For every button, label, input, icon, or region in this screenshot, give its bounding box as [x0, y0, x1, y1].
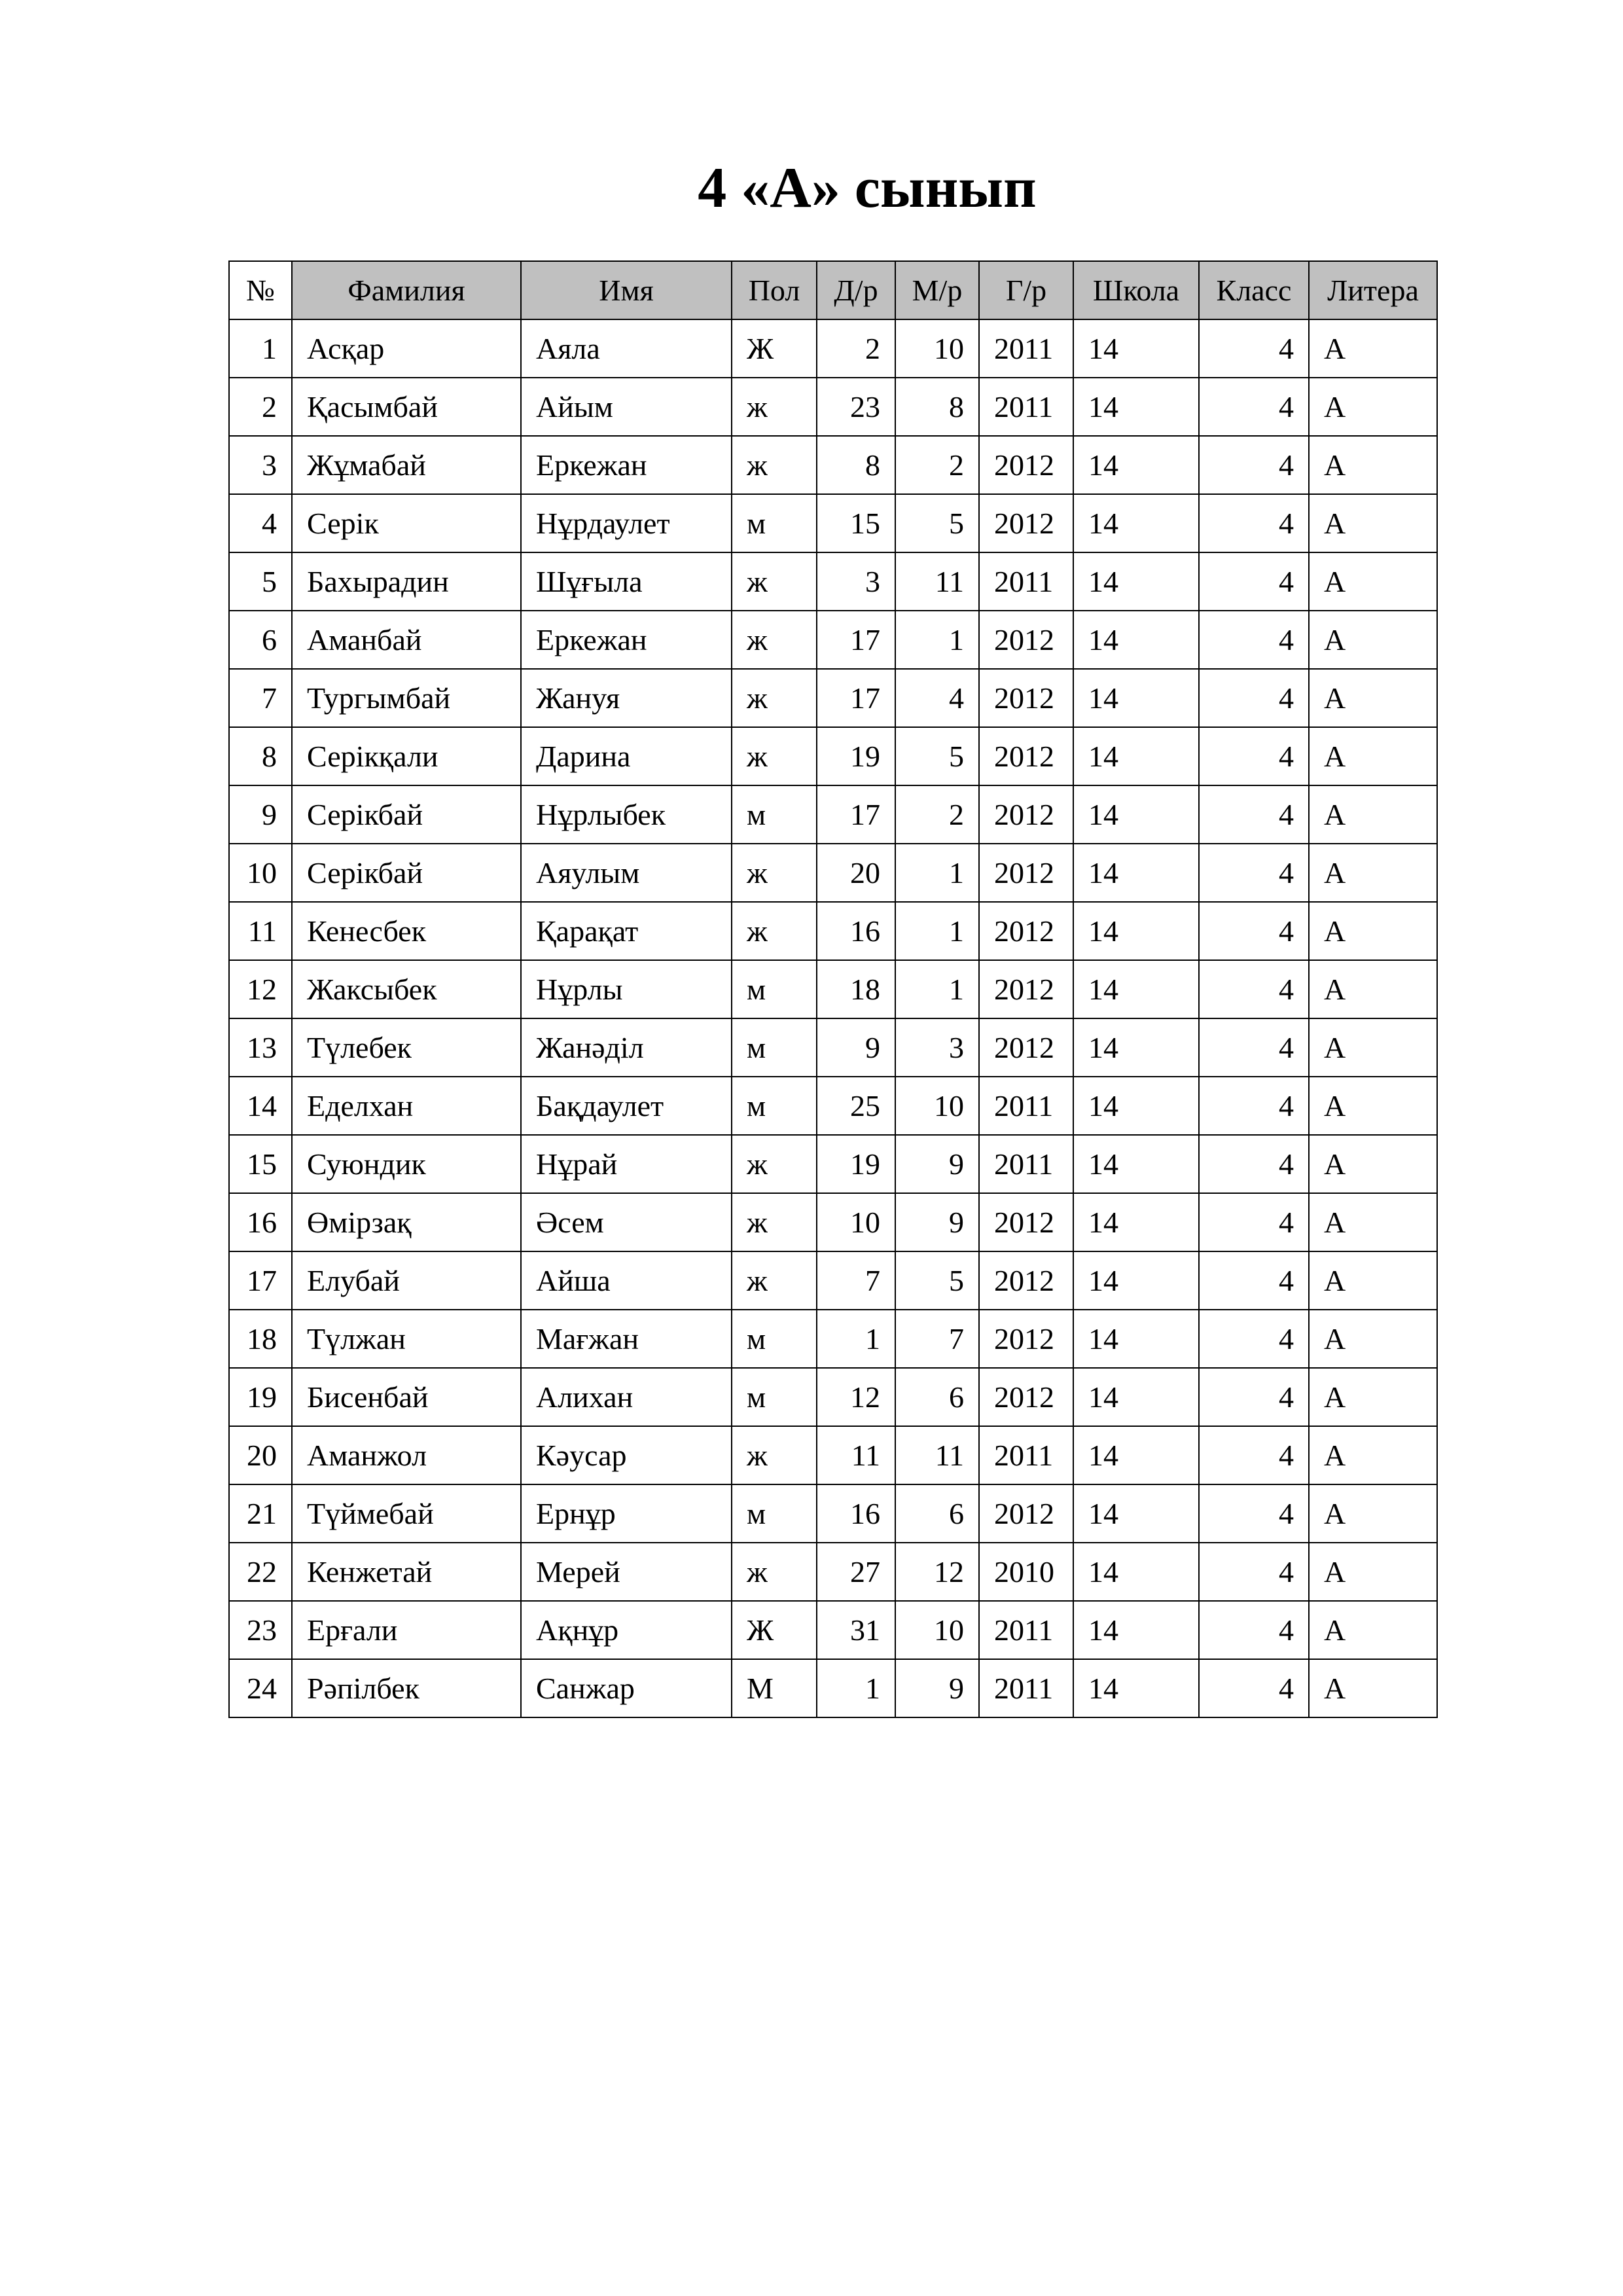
- cell-class: 4: [1199, 436, 1309, 494]
- table-row: [229, 494, 1437, 552]
- cell-number: 1: [229, 319, 292, 378]
- cell-class: 4: [1199, 1077, 1309, 1135]
- cell-gender: ж: [732, 1135, 817, 1193]
- cell-class: 4: [1199, 960, 1309, 1018]
- cell-gender: ж: [732, 669, 817, 727]
- cell-school: 14: [1073, 727, 1199, 785]
- cell-school: 14: [1073, 319, 1199, 378]
- cell-birth-month: 1: [895, 844, 979, 902]
- cell-school: 14: [1073, 1310, 1199, 1368]
- cell-class: 4: [1199, 844, 1309, 902]
- cell-school: 14: [1073, 1426, 1199, 1484]
- table-row: [229, 1193, 1437, 1251]
- header-birth-day: Д/р: [817, 261, 895, 319]
- header-surname: Фамилия: [292, 261, 521, 319]
- cell-school: 14: [1073, 494, 1199, 552]
- header-school: Школа: [1073, 261, 1199, 319]
- cell-birth-year: 2012: [979, 1484, 1073, 1543]
- roster-body: [229, 319, 1437, 1717]
- cell-gender: м: [732, 960, 817, 1018]
- cell-class: 4: [1199, 1484, 1309, 1543]
- cell-birth-month: 4: [895, 669, 979, 727]
- cell-letter: А: [1309, 727, 1437, 785]
- cell-gender: м: [732, 1310, 817, 1368]
- cell-gender: ж: [732, 1251, 817, 1310]
- cell-surname: Аманжол: [292, 1426, 521, 1484]
- cell-name: Әсем: [521, 1193, 732, 1251]
- cell-birth-day: 17: [817, 785, 895, 844]
- cell-birth-month: 5: [895, 727, 979, 785]
- cell-surname: Асқар: [292, 319, 521, 378]
- cell-birth-year: 2012: [979, 1251, 1073, 1310]
- cell-surname: Жұмабай: [292, 436, 521, 494]
- cell-surname: Серікбай: [292, 844, 521, 902]
- cell-birth-year: 2011: [979, 1426, 1073, 1484]
- cell-gender: м: [732, 494, 817, 552]
- cell-name: Нұрлыбек: [521, 785, 732, 844]
- cell-number: 10: [229, 844, 292, 902]
- cell-birth-year: 2012: [979, 669, 1073, 727]
- table-row: [229, 611, 1437, 669]
- cell-letter: А: [1309, 844, 1437, 902]
- cell-birth-month: 1: [895, 611, 979, 669]
- cell-letter: А: [1309, 319, 1437, 378]
- cell-school: 14: [1073, 902, 1199, 960]
- cell-class: 4: [1199, 785, 1309, 844]
- cell-birth-day: 15: [817, 494, 895, 552]
- cell-birth-day: 3: [817, 552, 895, 611]
- cell-birth-month: 2: [895, 785, 979, 844]
- cell-number: 18: [229, 1310, 292, 1368]
- header-letter: Литера: [1309, 261, 1437, 319]
- cell-class: 4: [1199, 1193, 1309, 1251]
- cell-class: 4: [1199, 1426, 1309, 1484]
- table-row: [229, 1018, 1437, 1077]
- cell-surname: Кенжетай: [292, 1543, 521, 1601]
- cell-school: 14: [1073, 1368, 1199, 1426]
- cell-class: 4: [1199, 1601, 1309, 1659]
- cell-name: Ақнұр: [521, 1601, 732, 1659]
- cell-surname: Серікқали: [292, 727, 521, 785]
- cell-name: Шұғыла: [521, 552, 732, 611]
- cell-name: Кәусар: [521, 1426, 732, 1484]
- cell-birth-year: 2011: [979, 319, 1073, 378]
- cell-birth-month: 11: [895, 1426, 979, 1484]
- header-gender: Пол: [732, 261, 817, 319]
- cell-gender: ж: [732, 902, 817, 960]
- table-row: [229, 1368, 1437, 1426]
- table-row: [229, 960, 1437, 1018]
- cell-name: Аяла: [521, 319, 732, 378]
- table-row: [229, 1310, 1437, 1368]
- cell-birth-year: 2011: [979, 1601, 1073, 1659]
- cell-class: 4: [1199, 1543, 1309, 1601]
- cell-name: Жанәділ: [521, 1018, 732, 1077]
- header-birth-month: М/р: [895, 261, 979, 319]
- table-row: [229, 1135, 1437, 1193]
- cell-birth-month: 9: [895, 1193, 979, 1251]
- table-row: [229, 785, 1437, 844]
- cell-school: 14: [1073, 960, 1199, 1018]
- cell-gender: ж: [732, 611, 817, 669]
- cell-class: 4: [1199, 727, 1309, 785]
- cell-number: 14: [229, 1077, 292, 1135]
- cell-birth-day: 1: [817, 1310, 895, 1368]
- header-name: Имя: [521, 261, 732, 319]
- cell-letter: А: [1309, 611, 1437, 669]
- cell-birth-day: 19: [817, 1135, 895, 1193]
- cell-letter: А: [1309, 1484, 1437, 1543]
- table-row: [229, 844, 1437, 902]
- table-row: [229, 1659, 1437, 1717]
- header-class: Класс: [1199, 261, 1309, 319]
- cell-birth-year: 2012: [979, 1368, 1073, 1426]
- cell-birth-day: 23: [817, 378, 895, 436]
- cell-birth-day: 16: [817, 902, 895, 960]
- cell-surname: Тургымбай: [292, 669, 521, 727]
- cell-school: 14: [1073, 552, 1199, 611]
- cell-gender: ж: [732, 1426, 817, 1484]
- table-row: [229, 1077, 1437, 1135]
- cell-letter: А: [1309, 378, 1437, 436]
- cell-surname: Бахырадин: [292, 552, 521, 611]
- cell-birth-day: 11: [817, 1426, 895, 1484]
- cell-school: 14: [1073, 669, 1199, 727]
- cell-birth-year: 2012: [979, 727, 1073, 785]
- cell-surname: Суюндик: [292, 1135, 521, 1193]
- cell-gender: М: [732, 1659, 817, 1717]
- cell-school: 14: [1073, 844, 1199, 902]
- cell-letter: А: [1309, 1601, 1437, 1659]
- cell-surname: Серікбай: [292, 785, 521, 844]
- cell-number: 22: [229, 1543, 292, 1601]
- cell-birth-year: 2012: [979, 902, 1073, 960]
- cell-surname: Қасымбай: [292, 378, 521, 436]
- cell-class: 4: [1199, 378, 1309, 436]
- cell-birth-day: 10: [817, 1193, 895, 1251]
- cell-class: 4: [1199, 611, 1309, 669]
- cell-birth-year: 2010: [979, 1543, 1073, 1601]
- cell-birth-day: 16: [817, 1484, 895, 1543]
- cell-letter: А: [1309, 1251, 1437, 1310]
- cell-name: Бақдаулет: [521, 1077, 732, 1135]
- cell-birth-year: 2012: [979, 436, 1073, 494]
- cell-letter: А: [1309, 1543, 1437, 1601]
- cell-letter: А: [1309, 1368, 1437, 1426]
- cell-class: 4: [1199, 1018, 1309, 1077]
- cell-class: 4: [1199, 1135, 1309, 1193]
- header-number: №: [229, 261, 292, 319]
- cell-birth-year: 2012: [979, 844, 1073, 902]
- cell-birth-year: 2011: [979, 1659, 1073, 1717]
- table-row: [229, 436, 1437, 494]
- cell-number: 23: [229, 1601, 292, 1659]
- cell-birth-month: 7: [895, 1310, 979, 1368]
- cell-number: 9: [229, 785, 292, 844]
- cell-class: 4: [1199, 1659, 1309, 1717]
- cell-birth-day: 1: [817, 1659, 895, 1717]
- cell-birth-month: 5: [895, 494, 979, 552]
- table-row: [229, 1484, 1437, 1543]
- cell-class: 4: [1199, 494, 1309, 552]
- cell-letter: А: [1309, 1077, 1437, 1135]
- cell-birth-month: 11: [895, 552, 979, 611]
- cell-class: 4: [1199, 319, 1309, 378]
- cell-school: 14: [1073, 1601, 1199, 1659]
- cell-birth-day: 18: [817, 960, 895, 1018]
- cell-name: Мағжан: [521, 1310, 732, 1368]
- cell-birth-year: 2011: [979, 552, 1073, 611]
- cell-school: 14: [1073, 1251, 1199, 1310]
- cell-gender: Ж: [732, 319, 817, 378]
- cell-school: 14: [1073, 611, 1199, 669]
- cell-surname: Серік: [292, 494, 521, 552]
- cell-number: 4: [229, 494, 292, 552]
- cell-name: Еркежан: [521, 436, 732, 494]
- cell-gender: м: [732, 785, 817, 844]
- cell-birth-month: 10: [895, 1601, 979, 1659]
- cell-birth-year: 2011: [979, 378, 1073, 436]
- cell-letter: А: [1309, 1310, 1437, 1368]
- cell-birth-month: 10: [895, 319, 979, 378]
- cell-school: 14: [1073, 1135, 1199, 1193]
- cell-number: 19: [229, 1368, 292, 1426]
- cell-birth-day: 25: [817, 1077, 895, 1135]
- cell-name: Алихан: [521, 1368, 732, 1426]
- cell-gender: ж: [732, 378, 817, 436]
- cell-name: Мерей: [521, 1543, 732, 1601]
- cell-birth-day: 17: [817, 669, 895, 727]
- cell-number: 13: [229, 1018, 292, 1077]
- cell-name: Дарина: [521, 727, 732, 785]
- cell-surname: Ерғали: [292, 1601, 521, 1659]
- cell-surname: Рәпілбек: [292, 1659, 521, 1717]
- cell-class: 4: [1199, 669, 1309, 727]
- cell-number: 24: [229, 1659, 292, 1717]
- table-row: [229, 378, 1437, 436]
- cell-birth-year: 2012: [979, 1310, 1073, 1368]
- cell-gender: м: [732, 1368, 817, 1426]
- cell-school: 14: [1073, 1543, 1199, 1601]
- cell-birth-day: 27: [817, 1543, 895, 1601]
- cell-birth-year: 2012: [979, 611, 1073, 669]
- cell-number: 20: [229, 1426, 292, 1484]
- cell-gender: Ж: [732, 1601, 817, 1659]
- cell-birth-month: 9: [895, 1659, 979, 1717]
- cell-name: Айым: [521, 378, 732, 436]
- cell-birth-month: 5: [895, 1251, 979, 1310]
- cell-birth-month: 8: [895, 378, 979, 436]
- cell-surname: Түлебек: [292, 1018, 521, 1077]
- cell-surname: Аманбай: [292, 611, 521, 669]
- cell-letter: А: [1309, 552, 1437, 611]
- cell-birth-year: 2012: [979, 960, 1073, 1018]
- cell-birth-day: 8: [817, 436, 895, 494]
- cell-birth-month: 6: [895, 1484, 979, 1543]
- cell-surname: Түлжан: [292, 1310, 521, 1368]
- cell-letter: А: [1309, 902, 1437, 960]
- table-row: [229, 727, 1437, 785]
- cell-letter: А: [1309, 1193, 1437, 1251]
- cell-gender: м: [732, 1077, 817, 1135]
- cell-birth-day: 2: [817, 319, 895, 378]
- cell-birth-month: 2: [895, 436, 979, 494]
- cell-birth-year: 2012: [979, 1193, 1073, 1251]
- cell-surname: Түймебай: [292, 1484, 521, 1543]
- cell-school: 14: [1073, 378, 1199, 436]
- cell-class: 4: [1199, 552, 1309, 611]
- cell-school: 14: [1073, 1077, 1199, 1135]
- cell-letter: А: [1309, 960, 1437, 1018]
- cell-birth-year: 2011: [979, 1135, 1073, 1193]
- cell-gender: м: [732, 1484, 817, 1543]
- cell-number: 3: [229, 436, 292, 494]
- cell-birth-day: 19: [817, 727, 895, 785]
- cell-birth-month: 10: [895, 1077, 979, 1135]
- cell-surname: Елубай: [292, 1251, 521, 1310]
- cell-name: Қарақат: [521, 902, 732, 960]
- cell-birth-day: 20: [817, 844, 895, 902]
- cell-number: 6: [229, 611, 292, 669]
- cell-gender: ж: [732, 1543, 817, 1601]
- cell-name: Еркежан: [521, 611, 732, 669]
- cell-name: Нұрай: [521, 1135, 732, 1193]
- cell-letter: А: [1309, 494, 1437, 552]
- cell-birth-year: 2012: [979, 1018, 1073, 1077]
- cell-class: 4: [1199, 902, 1309, 960]
- cell-school: 14: [1073, 436, 1199, 494]
- cell-letter: А: [1309, 669, 1437, 727]
- cell-name: Нұрдаулет: [521, 494, 732, 552]
- cell-name: Ернұр: [521, 1484, 732, 1543]
- cell-number: 11: [229, 902, 292, 960]
- cell-birth-year: 2012: [979, 785, 1073, 844]
- cell-gender: ж: [732, 1193, 817, 1251]
- cell-surname: Еделхан: [292, 1077, 521, 1135]
- roster-table: [228, 260, 1438, 1718]
- cell-number: 8: [229, 727, 292, 785]
- table-row: [229, 552, 1437, 611]
- cell-birth-day: 17: [817, 611, 895, 669]
- cell-letter: А: [1309, 785, 1437, 844]
- cell-letter: А: [1309, 1426, 1437, 1484]
- cell-letter: А: [1309, 1135, 1437, 1193]
- cell-gender: ж: [732, 727, 817, 785]
- cell-school: 14: [1073, 1659, 1199, 1717]
- cell-birth-month: 3: [895, 1018, 979, 1077]
- cell-surname: Жаксыбек: [292, 960, 521, 1018]
- cell-gender: ж: [732, 844, 817, 902]
- cell-class: 4: [1199, 1368, 1309, 1426]
- cell-letter: А: [1309, 436, 1437, 494]
- cell-number: 15: [229, 1135, 292, 1193]
- cell-birth-month: 6: [895, 1368, 979, 1426]
- cell-number: 21: [229, 1484, 292, 1543]
- cell-number: 2: [229, 378, 292, 436]
- cell-birth-year: 2012: [979, 494, 1073, 552]
- table-row: [229, 1426, 1437, 1484]
- cell-birth-month: 9: [895, 1135, 979, 1193]
- cell-school: 14: [1073, 1193, 1199, 1251]
- table-row: [229, 902, 1437, 960]
- cell-name: Санжар: [521, 1659, 732, 1717]
- cell-class: 4: [1199, 1310, 1309, 1368]
- cell-number: 12: [229, 960, 292, 1018]
- cell-name: Аяулым: [521, 844, 732, 902]
- cell-name: Айша: [521, 1251, 732, 1310]
- header-row: [229, 261, 1437, 319]
- page-title: 4 «А» сынып: [698, 156, 1037, 220]
- cell-school: 14: [1073, 1018, 1199, 1077]
- table-row: [229, 319, 1437, 378]
- table-row: [229, 1251, 1437, 1310]
- table-row: [229, 1543, 1437, 1601]
- cell-birth-month: 1: [895, 960, 979, 1018]
- cell-gender: ж: [732, 552, 817, 611]
- cell-birth-month: 1: [895, 902, 979, 960]
- cell-birth-day: 9: [817, 1018, 895, 1077]
- cell-birth-month: 12: [895, 1543, 979, 1601]
- cell-letter: А: [1309, 1659, 1437, 1717]
- cell-birth-year: 2011: [979, 1077, 1073, 1135]
- cell-birth-day: 7: [817, 1251, 895, 1310]
- cell-number: 5: [229, 552, 292, 611]
- cell-surname: Бисенбай: [292, 1368, 521, 1426]
- cell-name: Жануя: [521, 669, 732, 727]
- cell-number: 16: [229, 1193, 292, 1251]
- header-birth-year: Г/р: [979, 261, 1073, 319]
- cell-name: Нұрлы: [521, 960, 732, 1018]
- cell-surname: Өмірзақ: [292, 1193, 521, 1251]
- cell-school: 14: [1073, 785, 1199, 844]
- table-row: [229, 669, 1437, 727]
- table-row: [229, 1601, 1437, 1659]
- cell-birth-day: 12: [817, 1368, 895, 1426]
- cell-class: 4: [1199, 1251, 1309, 1310]
- cell-letter: А: [1309, 1018, 1437, 1077]
- cell-surname: Кенесбек: [292, 902, 521, 960]
- cell-birth-day: 31: [817, 1601, 895, 1659]
- cell-gender: ж: [732, 436, 817, 494]
- cell-number: 17: [229, 1251, 292, 1310]
- cell-school: 14: [1073, 1484, 1199, 1543]
- cell-number: 7: [229, 669, 292, 727]
- cell-gender: м: [732, 1018, 817, 1077]
